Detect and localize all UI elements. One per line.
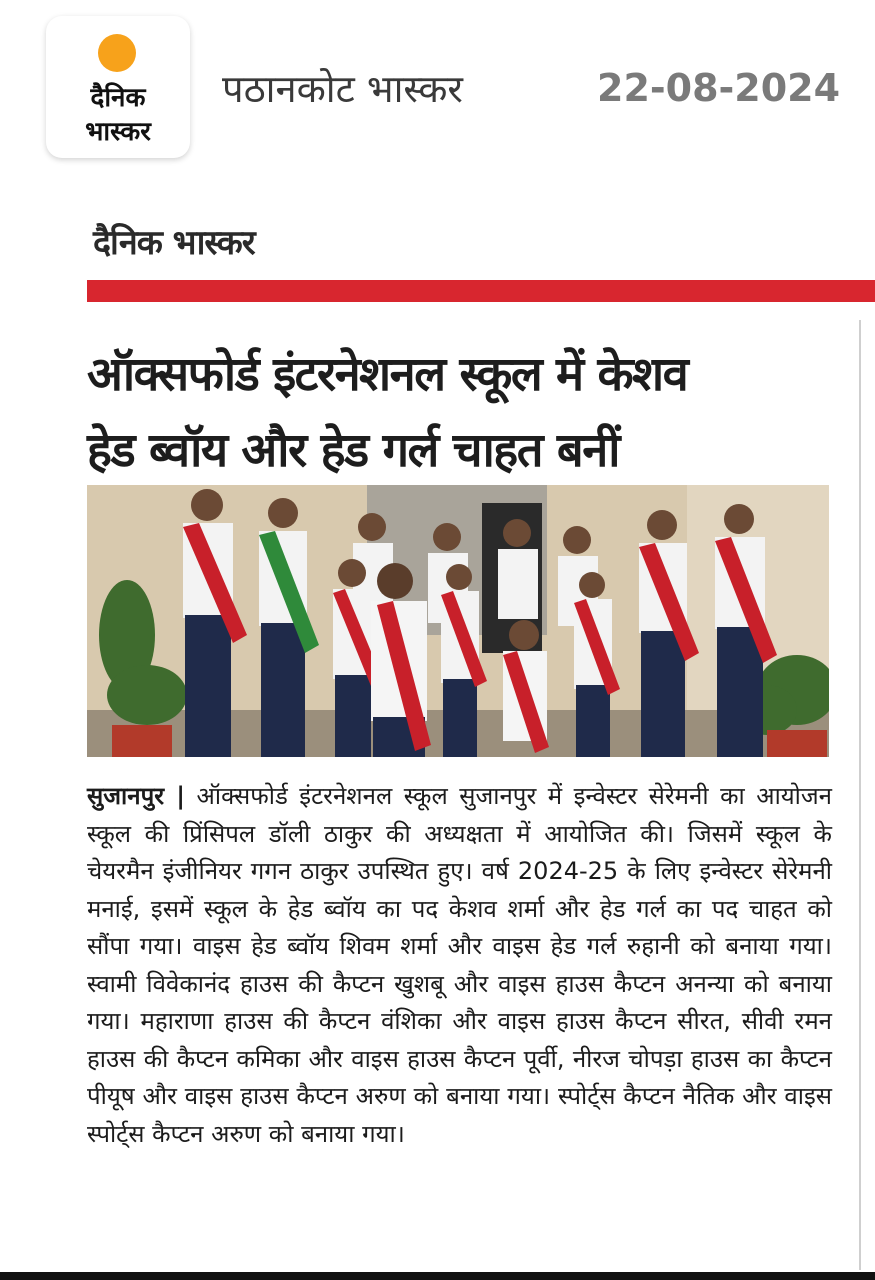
bottom-edge: [0, 1272, 875, 1280]
headline-line-2: हेड ब्वॉय और हेड गर्ल चाहत बनीं: [87, 423, 619, 478]
news-clipping: [75, 180, 875, 1270]
students-group-photo: [87, 485, 829, 757]
dainik-bhaskar-logo[interactable]: [46, 16, 190, 158]
dateline: सुजानपुर |: [87, 782, 186, 810]
article-body-text: ऑक्सफोर्ड इंटरनेशनल स्कूल सुजानपुर में इन्वेस्टर सेरेमनी का आयोजन स्कूल की प्रिंसिपल डॉली ठाकुर की अध्यक्षता में आयोजित की। जिसमें स्कूल के चेयरमैन इंजीनियर गगन ठाकुर उपस्थित हुए। वर्ष 2024-25 के लिए इन्वेस्टर सेरेमनी मनाई, इसमें स्कूल के हेड ब्वॉय का पद केशव शर्मा और हेड गर्ल का पद चाहत को सौंपा गया। वाइस हेड ब्वॉय शिवम शर्मा और वाइस हेड गर्ल रुहानी को बनाया गया। स्वामी विवेकानंद हाउस की कैप्टन खुशबू और वाइस हाउस कैप्टन अनन्या को बनाया गया। महाराणा हाउस की कैप्टन वंशिका और वाइस हाउस कैप्टन सीरत, सीवी रमन हाउस की कैप्टन कमिका और वाइस हाउस कैप्टन पूर्वी, नीरज चोपड़ा हाउस का कैप्टन पीयूष और वाइस हाउस कैप्टन अरुण को बनाया गया। स्पोर्ट्स कैप्टन नैतिक और वाइस स्पोर्ट्स कैप्टन अरुण को बनाया गया।: [87, 782, 832, 1148]
logo-text-line1: दैनिक: [90, 83, 146, 113]
sun-icon: [98, 34, 136, 72]
article-body: [87, 778, 832, 1153]
column-rule: [859, 320, 861, 1270]
edition-title: पठानकोट भास्कर: [222, 67, 463, 111]
paper-masthead: दैनिक भास्कर: [93, 223, 255, 263]
app-header: [0, 0, 875, 175]
news-photo: [87, 485, 829, 757]
edition-date: 22-08-2024: [597, 66, 841, 110]
logo-text-line2: भास्कर: [85, 117, 151, 147]
red-divider: [87, 280, 875, 302]
headline-line-1: ऑक्सफोर्ड इंटरनेशनल स्कूल में केशव: [87, 347, 688, 402]
